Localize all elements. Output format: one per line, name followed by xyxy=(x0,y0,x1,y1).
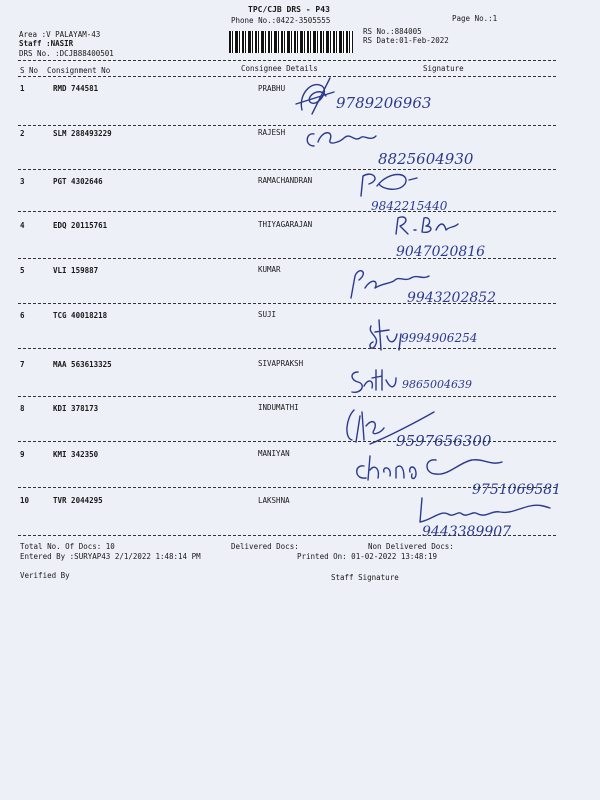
signature-4 xyxy=(390,212,550,262)
row-sno: 8 xyxy=(20,404,25,413)
signature-phone: 9994906254 xyxy=(401,331,478,345)
divider xyxy=(18,396,556,397)
divider xyxy=(18,441,556,442)
signature-5 xyxy=(345,258,545,306)
row-sno: 2 xyxy=(20,129,25,138)
col-sno: S No xyxy=(20,66,39,75)
signature-phone: 9842215440 xyxy=(371,199,448,213)
row-consignment: TVR 2044295 xyxy=(53,496,103,505)
signature-phone: 9789206963 xyxy=(336,94,432,112)
page-number: Page No.:1 xyxy=(452,14,498,23)
row-consignment: VLI 159887 xyxy=(53,266,99,275)
non-delivered-docs: Non Delivered Docs: xyxy=(368,542,454,551)
printed-on: Printed On: 01-02-2022 13:48:19 xyxy=(297,552,437,561)
divider xyxy=(18,60,556,61)
col-consignment: Consignment No xyxy=(47,66,111,75)
area-label: Area :V PALAYAM-43 xyxy=(19,30,101,39)
row-consignee: THIYAGARAJAN xyxy=(258,220,313,229)
signature-phone: 8825604930 xyxy=(378,150,474,168)
row-consignment: EDQ 20115761 xyxy=(53,221,108,230)
row-sno: 3 xyxy=(20,177,25,186)
row-consignee: PRABHU xyxy=(258,84,286,93)
row-consignment: KDI 378173 xyxy=(53,404,99,413)
row-consignee: INDUMATHI xyxy=(258,403,299,412)
barcode xyxy=(229,31,353,53)
drs-number: DRS No. :DCJB88400501 xyxy=(19,49,114,58)
col-signature: Signature xyxy=(423,64,464,73)
row-sno: 7 xyxy=(20,360,25,369)
divider xyxy=(18,487,556,488)
row-sno: 5 xyxy=(20,266,25,275)
row-sno: 10 xyxy=(20,496,30,505)
row-consignment: KMI 342350 xyxy=(53,450,99,459)
row-consignment: SLM 288493229 xyxy=(53,129,112,138)
divider xyxy=(18,348,556,349)
row-consignment: RMD 744581 xyxy=(53,84,99,93)
signature-phone: 9751069581 xyxy=(472,482,562,498)
signature-phone: 9443389907 xyxy=(422,524,512,540)
row-consignee: SUJI xyxy=(258,310,277,319)
signature-1 xyxy=(290,74,530,118)
row-consignee: KUMAR xyxy=(258,265,281,274)
document-title: TPC/CJB DRS - P43 xyxy=(248,5,330,14)
signature-3 xyxy=(355,166,545,216)
row-consignee: MANIYAN xyxy=(258,449,290,458)
signature-phone: 9597656300 xyxy=(396,432,492,450)
staff-signature: Staff Signature xyxy=(331,573,399,582)
delivered-docs: Delivered Docs: xyxy=(231,542,299,551)
row-consignment: TCG 40018218 xyxy=(53,311,108,320)
rs-date: RS Date:01-Feb-2022 xyxy=(363,36,449,45)
signature-7 xyxy=(348,362,538,398)
row-consignee: RAMACHANDRAN xyxy=(258,176,313,185)
signature-9 xyxy=(352,446,582,498)
row-consignee: RAJESH xyxy=(258,128,286,137)
row-consignment: PGT 4302646 xyxy=(53,177,103,186)
verified-by: Verified By xyxy=(20,571,70,580)
row-sno: 1 xyxy=(20,84,25,93)
row-sno: 6 xyxy=(20,311,25,320)
row-consignee: LAKSHNA xyxy=(258,496,290,505)
row-sno: 4 xyxy=(20,221,25,230)
signature-phone: 9865004639 xyxy=(402,378,472,391)
staff-label: Staff :NASIR xyxy=(19,39,74,48)
signature-6 xyxy=(365,314,545,358)
signature-phone: 9047020816 xyxy=(396,244,486,260)
row-sno: 9 xyxy=(20,450,25,459)
total-docs: Total No. Of Docs: 10 xyxy=(20,542,115,551)
row-consignee: SIVAPRAKSH xyxy=(258,359,304,368)
phone-number: Phone No.:0422-3505555 xyxy=(231,16,331,25)
divider xyxy=(18,535,556,536)
entered-by: Entered By :SURYAP43 2/1/2022 1:48:14 PM xyxy=(20,552,201,561)
rs-number: RS No.:884005 xyxy=(363,27,422,36)
signature-phone: 9943202852 xyxy=(407,290,497,306)
row-consignment: MAA 563613325 xyxy=(53,360,112,369)
signature-2 xyxy=(300,120,540,170)
signature-8 xyxy=(340,402,560,452)
divider xyxy=(18,303,556,304)
col-consignee: Consignee Details xyxy=(241,64,318,73)
